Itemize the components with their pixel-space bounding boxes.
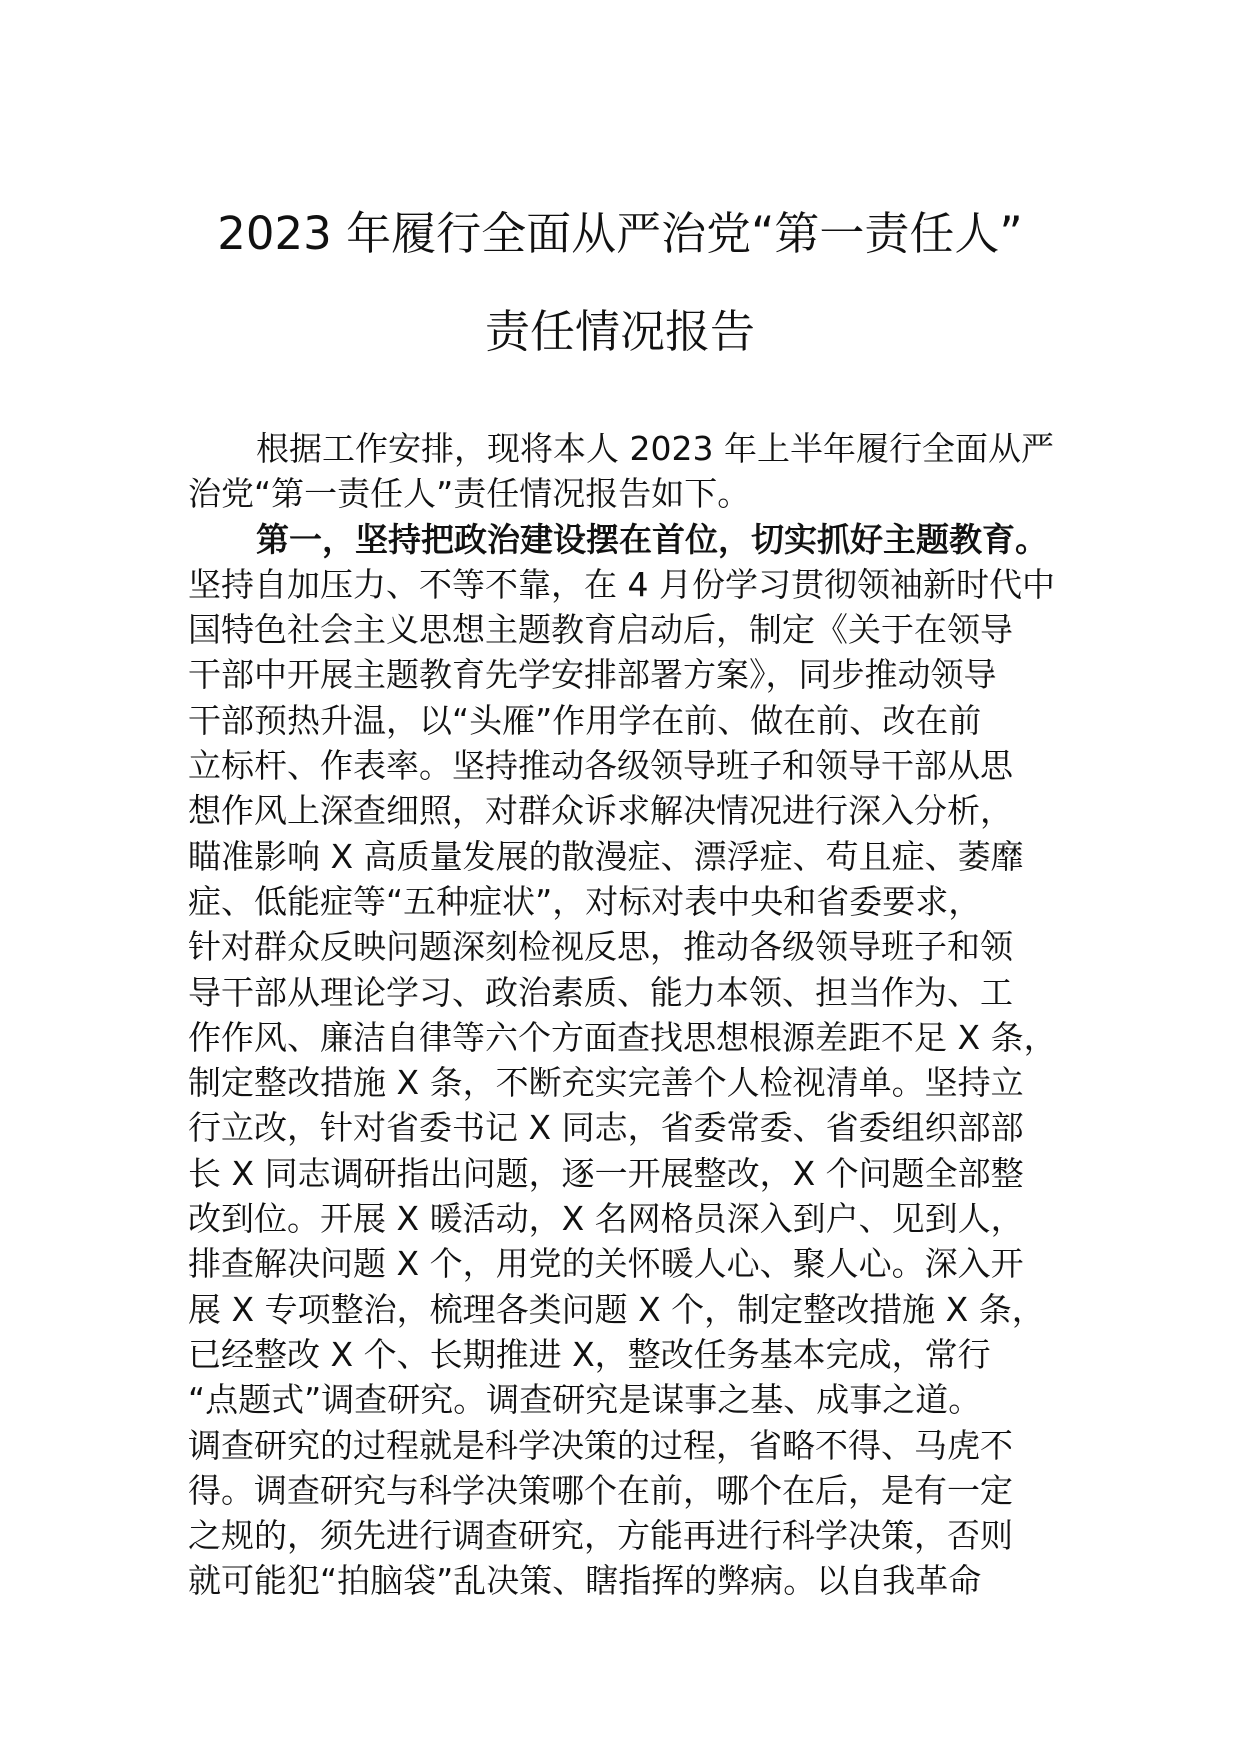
paragraph-line: 长 X 同志调研指出问题，逐一开展整改，X 个问题全部整 bbox=[188, 1153, 1024, 1193]
paragraph-line: 症、低能症等“五种症状”，对标对表中央和省委要求， bbox=[188, 881, 982, 921]
title-line-1: 2023 年履行全面从严治党“第一责任人” bbox=[217, 207, 1023, 260]
paragraph-line: 排查解决问题 X 个，用党的关怀暖人心、聚人心。深入开 bbox=[188, 1244, 1024, 1284]
paragraph-line: 改到位。开展 X 暖活动，X 名网格员深入到户、见到人， bbox=[188, 1199, 1024, 1239]
paragraph-line: 瞄准影响 X 高质量发展的散漫症、漂浮症、苟且症、萎靡 bbox=[188, 836, 1024, 876]
intro-line: 治党“第一责任人”责任情况报告如下。 bbox=[188, 474, 751, 514]
paragraph-line: 就可能犯“拍脑袋”乱决策、瞎指挥的弊病。以自我革命 bbox=[188, 1561, 982, 1601]
paragraph-line: 导干部从理论学习、政治素质、能力本领、担当作为、工 bbox=[188, 972, 1013, 1012]
paragraph-line: “点题式”调查研究。调查研究是谋事之基、成事之道。 bbox=[188, 1380, 982, 1420]
paragraph-line: 立标杆、作表率。坚持推动各级领导班子和领导干部从思 bbox=[188, 746, 1013, 786]
paragraph-line: 展 X 专项整治，梳理各类问题 X 个，制定整改措施 X 条， bbox=[188, 1289, 1045, 1329]
paragraph-line: 国特色社会主义思想主题教育启动后，制定《关于在领导 bbox=[188, 610, 1013, 650]
paragraph-line: 已经整改 X 个、长期推进 X，整改任务基本完成，常行 bbox=[188, 1334, 991, 1374]
paragraph-line: 得。调查研究与科学决策哪个在前，哪个在后，是有一定 bbox=[188, 1470, 1013, 1510]
paragraph-line: 之规的，须先进行调查研究，方能再进行科学决策，否则 bbox=[188, 1516, 1013, 1556]
document-body bbox=[188, 426, 1076, 1604]
title-line-2: 责任情况报告 bbox=[484, 305, 755, 358]
paragraph-line: 干部中开展主题教育先学安排部署方案》，同步推动领导 bbox=[188, 655, 997, 695]
paragraph-line: 坚持自加压力、不等不靠，在 4 月份学习贯彻领袖新时代中 bbox=[188, 564, 1055, 604]
section1-heading: 第一，坚持把政治建设摆在首位，切实抓好主题教育。 bbox=[256, 519, 1048, 559]
paragraph-line: 针对群众反映问题深刻检视反思，推动各级领导班子和领 bbox=[188, 927, 1013, 967]
paragraph-line: 干部预热升温，以“头雁”作用学在前、做在前、改在前 bbox=[188, 700, 982, 740]
intro-line: 根据工作安排，现将本人 2023 年上半年履行全面从严 bbox=[256, 429, 1054, 468]
paragraph-line: 制定整改措施 X 条，不断充实完善个人检视清单。坚持立 bbox=[188, 1063, 1024, 1103]
paragraph-line: 想作风上深查细照，对群众诉求解决情况进行深入分析， bbox=[188, 791, 1013, 831]
paragraph-line: 调查研究的过程就是科学决策的过程，省略不得、马虎不 bbox=[188, 1425, 1013, 1465]
paragraph-line: 行立改，针对省委书记 X 同志，省委常委、省委组织部部 bbox=[188, 1108, 1024, 1148]
paragraph-line: 作作风、廉洁自律等六个方面查找思想根源差距不足 X 条， bbox=[188, 1017, 1057, 1057]
document-title bbox=[0, 185, 1240, 381]
